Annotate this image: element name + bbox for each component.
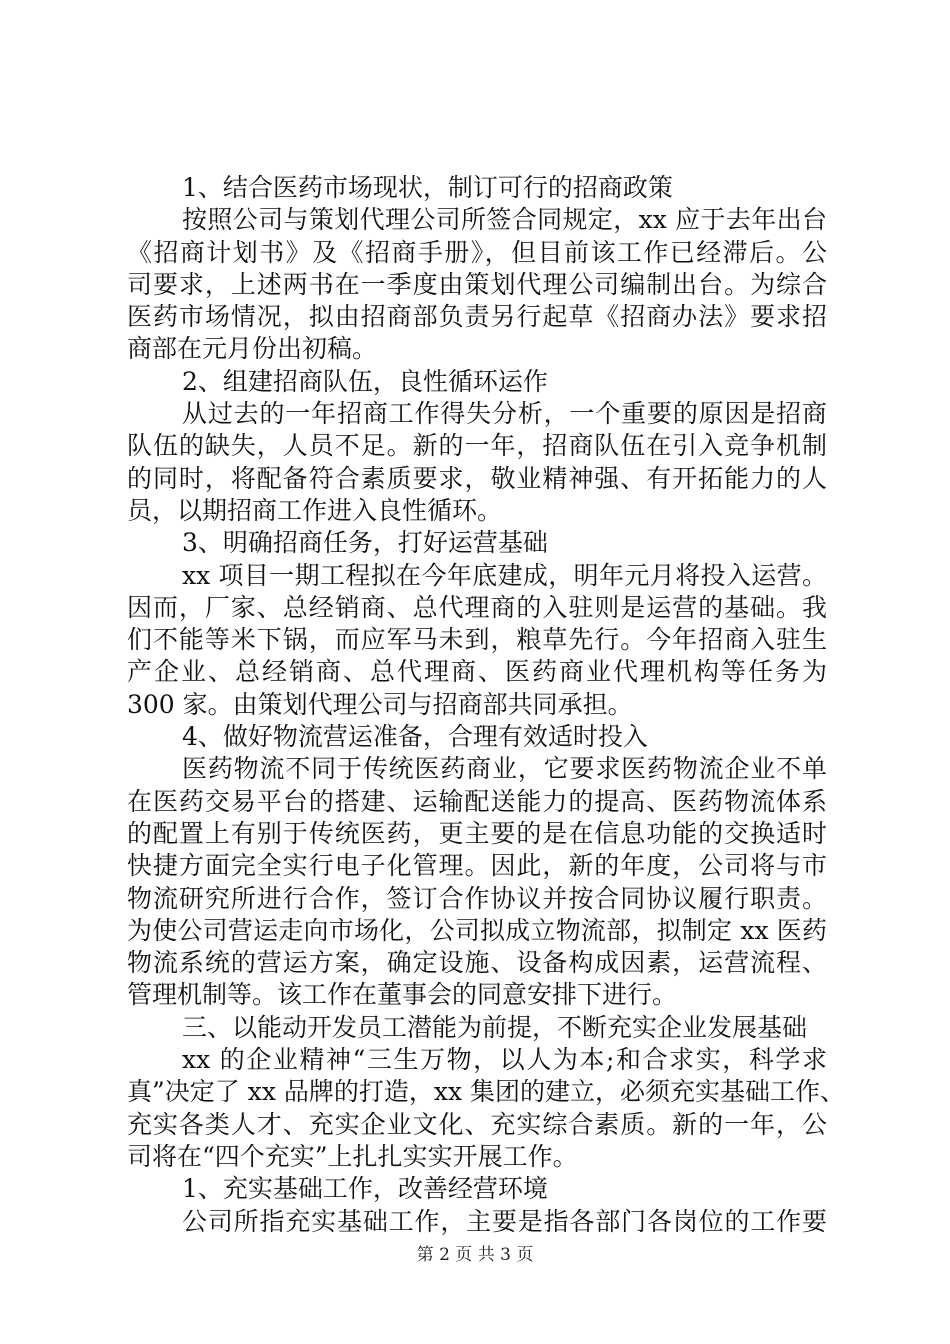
paragraph-line: 管理机制等。该工作在董事会的同意安排下进行。	[127, 980, 678, 1010]
paragraph-line: 从过去的一年招商工作得失分析，一个重要的原因是招商	[182, 399, 827, 429]
paragraph-line: 医药物流不同于传统医药商业，它要求医药物流企业不单	[182, 754, 827, 784]
paragraph-line: 队伍的缺失，人员不足。新的一年，招商队伍在引入竞争机制	[127, 431, 827, 461]
paragraph-line: 真”决定了 xx 品牌的打造，xx 集团的建立，必须充实基础工作、	[127, 1077, 846, 1107]
paragraph-line: 在医药交易平台的搭建、运输配送能力的提高、医药物流体系	[127, 786, 827, 816]
paragraph-line: xx 的企业精神“三生万物，以人为本;和合求实，科学求	[182, 1045, 827, 1075]
heading-2: 2、组建招商队伍，良性循环运作	[182, 366, 548, 396]
paragraph-line: 300 家。由策划代理公司与招商部共同承担。	[127, 689, 633, 719]
heading-3: 3、明确招商任务，打好运营基础	[182, 528, 548, 558]
paragraph-line: 因而，厂家、总经销商、总代理商的入驻则是运营的基础。我	[127, 592, 827, 622]
paragraph-line: 公司所指充实基础工作，主要是指各部门各岗位的工作要	[182, 1206, 827, 1236]
paragraph-line: 司将在“四个充实”上扎扎实实开展工作。	[127, 1141, 578, 1171]
paragraph-line: 物流研究所进行合作，签订合作协议并按合同协议履行职责。	[127, 883, 827, 913]
paragraph-line: 商部在元月份出初稿。	[127, 334, 378, 364]
paragraph-line: 为使公司营运走向市场化，公司拟成立物流部，拟制定 xx 医药	[127, 915, 827, 945]
heading-1: 1、结合医药市场现状，制订可行的招商政策	[182, 173, 673, 202]
page-number-footer: 第 2 页 共 3 页	[416, 1245, 534, 1265]
paragraph-line: xx 项目一期工程拟在今年底建成，明年元月将投入运营。	[182, 560, 827, 590]
paragraph-line: 物流系统的营运方案，确定设施、设备构成因素，运营流程、	[127, 948, 827, 978]
heading-4: 4、做好物流营运准备，合理有效适时投入	[182, 722, 648, 752]
paragraph-line: 《招商计划书》及《招商手册》，但目前该工作已经滞后。公	[127, 237, 827, 267]
document-body	[127, 172, 846, 1238]
paragraph-line: 的配置上有别于传统医药，更主要的是在信息功能的交换适时	[127, 818, 827, 848]
paragraph-line: 充实各类人才、充实企业文化、充实综合素质。新的一年，公	[127, 1109, 827, 1139]
paragraph-line: 按照公司与策划代理公司所签合同规定，xx 应于去年出台	[182, 205, 827, 235]
paragraph-line: 的同时，将配备符合素质要求，敬业精神强、有开拓能力的人	[127, 463, 827, 493]
section-heading: 三、以能动开发员工潜能为前提，不断充实企业发展基础	[182, 1012, 808, 1042]
paragraph-line: 员，以期招商工作进入良性循环。	[127, 495, 503, 525]
paragraph-line: 们不能等米下锅，而应军马未到，粮草先行。今年招商入驻生	[127, 625, 827, 655]
heading-5: 1、充实基础工作，改善经营环境	[182, 1174, 548, 1204]
paragraph-line: 快捷方面完全实行电子化管理。因此，新的年度，公司将与市	[127, 851, 827, 881]
paragraph-line: 司要求，上述两书在一季度由策划代理公司编制出台。为综合	[127, 269, 827, 299]
paragraph-line: 医药市场情况，拟由招商部负责另行起草《招商办法》要求招	[127, 302, 827, 332]
paragraph-line: 产企业、总经销商、总代理商、医药商业代理机构等任务为	[127, 657, 827, 687]
